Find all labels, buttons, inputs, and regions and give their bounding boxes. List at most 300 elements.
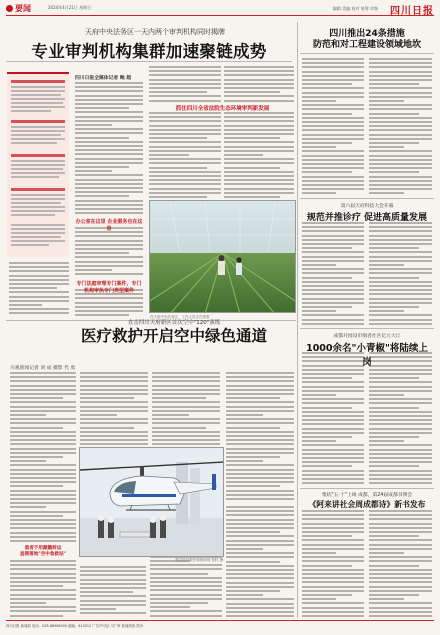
text-line [10, 568, 76, 570]
bottom-story-headline: 医疗救护开启空中绿色通道 [80, 327, 267, 345]
text-line [224, 188, 294, 190]
text-line [302, 565, 352, 567]
text-line [369, 58, 432, 60]
helicopter-photo [79, 447, 224, 557]
text-line [302, 432, 364, 434]
text-line [75, 90, 143, 92]
text-line [302, 83, 352, 85]
text-line [224, 116, 294, 118]
text-line [226, 498, 294, 500]
text-line [369, 607, 432, 609]
text-line [80, 427, 134, 429]
text-line [75, 141, 143, 143]
text-line [10, 606, 76, 608]
text-line [226, 586, 294, 588]
text-line [75, 265, 143, 267]
byline: 四川日报全媒体记者 鲍 超 [75, 76, 132, 81]
text-line [226, 406, 294, 408]
text-line [302, 569, 364, 571]
text-line [10, 422, 76, 424]
text-line [369, 96, 432, 98]
text-line [11, 210, 65, 212]
text-line [224, 183, 294, 185]
text-line [150, 602, 208, 604]
text-line [80, 604, 146, 606]
text-line [80, 380, 148, 382]
text-line [224, 70, 294, 72]
text-line [369, 306, 419, 308]
text-line [302, 615, 364, 617]
text-line [369, 436, 419, 438]
text-line [369, 75, 432, 77]
right-story3-kicker: 成都开园设市图者社区亿元大订 [333, 334, 401, 339]
helicopter-image [80, 448, 224, 557]
text-line [369, 310, 404, 312]
text-line [369, 264, 404, 266]
text-line [302, 474, 364, 476]
text-line [226, 544, 294, 546]
text-line [149, 66, 221, 68]
text-line [302, 407, 352, 409]
text-line [369, 71, 432, 73]
text-line [80, 595, 146, 597]
text-line [80, 414, 117, 416]
text-line [302, 71, 364, 73]
text-line [11, 172, 65, 174]
text-line [226, 552, 294, 554]
text-line [302, 192, 336, 194]
text-line [302, 138, 364, 140]
text-line [302, 113, 352, 115]
text-line [75, 314, 129, 316]
text-line [75, 128, 143, 130]
text-line [302, 373, 364, 375]
sidebar-head-3 [11, 154, 65, 157]
text-line [369, 407, 419, 409]
text-line [302, 535, 352, 537]
text-line [80, 443, 148, 445]
text-line [369, 398, 432, 400]
text-line [10, 532, 76, 534]
text-line [224, 179, 294, 181]
text-line [369, 159, 432, 161]
text-line [226, 577, 294, 579]
text-line [10, 473, 76, 475]
text-line [10, 452, 76, 454]
text-line [302, 611, 364, 613]
text-line [75, 166, 129, 168]
text-line [226, 401, 294, 403]
text-line [10, 401, 76, 403]
text-line [75, 269, 112, 271]
text-line [10, 527, 76, 529]
text-line [302, 381, 364, 383]
text-line [369, 482, 432, 484]
text-line [302, 247, 352, 249]
text-line [11, 214, 55, 216]
text-line [369, 155, 432, 157]
text-line [150, 564, 222, 566]
text-line [149, 70, 221, 72]
text-line [80, 389, 148, 391]
text-line [226, 582, 294, 584]
text-line [10, 469, 76, 471]
text-line [224, 196, 280, 198]
text-line [80, 393, 148, 395]
nameplate: 四川日报 [390, 6, 434, 17]
text-line [302, 390, 364, 392]
text-line [224, 146, 294, 148]
text-line [369, 260, 432, 262]
text-line [75, 252, 129, 254]
text-line [11, 134, 61, 136]
text-line [75, 120, 143, 122]
right-story3-headline: 1000余名"小青椒"将陆续上岗 [306, 343, 428, 368]
text-line [302, 457, 364, 459]
text-line [80, 372, 148, 374]
text-line [369, 386, 432, 388]
text-line [11, 240, 65, 242]
text-line [224, 171, 294, 173]
text-line [226, 565, 294, 567]
text-line [302, 230, 364, 232]
text-line [369, 415, 432, 417]
text-line [9, 308, 69, 310]
text-line [226, 611, 294, 613]
text-line [152, 406, 220, 408]
text-line [10, 536, 76, 538]
text-line [302, 573, 364, 575]
text-line [226, 615, 294, 617]
text-line [80, 439, 148, 441]
text-line [369, 602, 432, 604]
text-line [80, 401, 148, 403]
text-line [11, 236, 61, 238]
text-line [226, 393, 294, 395]
text-line [302, 577, 364, 579]
text-line [369, 277, 419, 279]
text-line [226, 372, 294, 374]
text-line [369, 167, 432, 169]
text-line [302, 163, 364, 165]
text-line [369, 92, 432, 94]
text-line [75, 204, 143, 206]
text-line [302, 323, 364, 325]
section-logo [6, 3, 44, 14]
text-line [75, 82, 143, 84]
text-line [10, 515, 63, 517]
text-line [369, 150, 432, 152]
text-line [10, 410, 76, 412]
column-divider [297, 22, 298, 618]
text-line [75, 149, 143, 151]
text-line [149, 171, 221, 173]
text-line [80, 418, 148, 420]
text-line [369, 556, 432, 558]
text-line [226, 410, 294, 412]
text-line [369, 373, 432, 375]
bottom-story-kicker: 直击四川天府新区首次空中"120"演练 [127, 320, 221, 326]
text-line [10, 523, 76, 525]
page-footer: 四川日报 新闻部 电话：028-86968000 邮编：610012 广告许可证 川广审 新闻热线 投诉 [6, 620, 434, 630]
text-line [369, 560, 432, 562]
text-line [149, 158, 221, 160]
text-line [302, 586, 364, 588]
text-line [226, 418, 294, 420]
text-line [10, 511, 76, 513]
text-line [369, 83, 419, 85]
text-line [10, 418, 76, 420]
text-line [10, 460, 46, 462]
text-line [226, 380, 294, 382]
text-line [226, 569, 294, 571]
text-line [302, 146, 336, 148]
right-story5-headline: 《阿来讲社会周成都诗》新书发布 [308, 500, 426, 509]
text-line [369, 594, 419, 596]
text-line [369, 146, 404, 148]
text-line [226, 452, 294, 454]
text-line [302, 552, 336, 554]
text-line [369, 565, 419, 567]
text-line [224, 125, 294, 127]
text-line [369, 581, 432, 583]
text-line [302, 556, 364, 558]
text-line [80, 376, 148, 378]
text-line [369, 281, 432, 283]
text-line [302, 607, 364, 609]
text-line [369, 535, 419, 537]
text-line [152, 439, 220, 441]
text-line [302, 449, 364, 451]
text-line [302, 523, 364, 525]
text-line [150, 610, 222, 612]
text-line [10, 577, 76, 579]
text-line [369, 184, 432, 186]
text-line [11, 98, 65, 100]
text-line [75, 103, 143, 105]
text-line [80, 397, 134, 399]
text-line [369, 142, 419, 144]
text-line [11, 94, 61, 96]
text-line [224, 79, 294, 81]
text-line [149, 162, 221, 164]
sidebar-head-1 [11, 80, 65, 83]
text-line [80, 591, 133, 593]
text-line [75, 170, 112, 172]
text-line [10, 464, 76, 466]
text-line [149, 150, 221, 152]
text-line [224, 137, 280, 139]
text-line [10, 456, 63, 458]
text-line [369, 79, 432, 81]
highlight-sidebar [7, 72, 69, 257]
text-line [369, 465, 419, 467]
text-line [302, 598, 336, 600]
text-line [150, 577, 222, 579]
text-line [369, 440, 404, 442]
text-line [369, 510, 432, 512]
text-line [302, 96, 364, 98]
text-line [302, 176, 364, 178]
text-line [226, 510, 294, 512]
text-line [75, 244, 143, 246]
text-line [10, 573, 76, 575]
text-line [302, 415, 364, 417]
text-line [369, 470, 432, 472]
text-line [302, 298, 364, 300]
text-line [302, 129, 364, 131]
text-line [10, 610, 76, 612]
text-line [302, 310, 336, 312]
text-line [226, 573, 294, 575]
text-line [302, 184, 364, 186]
text-line [152, 414, 189, 416]
text-line [226, 427, 280, 429]
text-line [224, 162, 294, 164]
text-line [302, 436, 352, 438]
text-line [10, 414, 46, 416]
text-line [224, 175, 294, 177]
text-line [10, 589, 76, 591]
text-line [11, 160, 65, 162]
text-line [369, 272, 432, 274]
text-line [80, 435, 148, 437]
text-line [10, 519, 76, 521]
text-line [75, 302, 143, 304]
text-line [10, 564, 76, 566]
text-line [75, 200, 143, 202]
text-line [11, 194, 65, 196]
text-line [11, 232, 65, 234]
text-line [75, 248, 143, 250]
text-line [369, 518, 432, 520]
text-line [11, 130, 65, 132]
text-line [302, 264, 336, 266]
text-line [369, 474, 432, 476]
text-line [9, 312, 69, 314]
text-line [226, 514, 294, 516]
text-line [80, 570, 146, 572]
text-line [75, 297, 143, 299]
text-line [152, 422, 220, 424]
text-line [226, 594, 263, 596]
text-line [9, 279, 69, 281]
text-line [302, 272, 364, 274]
text-line [302, 428, 364, 430]
text-line [10, 389, 76, 391]
text-line [302, 514, 364, 516]
text-line [302, 527, 364, 529]
text-line [369, 188, 432, 190]
text-line [149, 95, 221, 97]
text-line [369, 419, 432, 421]
text-line [149, 146, 221, 148]
text-line [224, 91, 280, 93]
text-line [149, 120, 221, 122]
masthead [6, 2, 434, 16]
text-line [302, 121, 364, 123]
text-line [149, 179, 221, 181]
text-line [302, 369, 364, 371]
text-line [150, 568, 222, 570]
text-line [226, 431, 294, 433]
text-line [369, 590, 432, 592]
text-line [226, 556, 294, 558]
text-line [224, 167, 280, 169]
text-line [226, 590, 280, 592]
right-story2-headline: 规范并推诊疗 促进高质量发展 [306, 213, 428, 223]
divider [6, 61, 292, 62]
text-line [224, 95, 294, 97]
text-line [226, 448, 294, 450]
right-story2-kicker: 第六届天府科技大会开幕 [340, 204, 394, 209]
text-line [10, 435, 76, 437]
text-line [80, 431, 148, 433]
subhead-1: 办公室在这里 企业服务也在这里 [75, 219, 143, 232]
text-line [75, 183, 143, 185]
text-line [149, 133, 221, 135]
text-line [369, 289, 432, 291]
text-line [10, 406, 76, 408]
text-line [75, 195, 129, 197]
text-line [11, 106, 65, 108]
text-line [224, 120, 294, 122]
text-line [10, 485, 63, 487]
text-line [224, 100, 294, 102]
text-line [369, 381, 432, 383]
right-story5-kicker: 集结"五·十"上线 成都，第24届成都书博会 [321, 493, 413, 498]
text-line [11, 224, 65, 226]
text-line [226, 523, 294, 525]
text-line [80, 612, 146, 614]
text-line [369, 138, 432, 140]
text-line [226, 598, 294, 600]
text-line [80, 583, 146, 585]
text-line [302, 167, 364, 169]
text-line [149, 141, 221, 143]
issue-date: 2024年4月21日 星期日 [48, 5, 92, 10]
text-line [302, 180, 364, 182]
text-line [302, 159, 364, 161]
text-line [302, 117, 364, 119]
text-line [152, 443, 220, 445]
text-line [11, 102, 63, 104]
text-line [75, 99, 143, 101]
text-line [9, 287, 57, 289]
text-line [369, 256, 432, 258]
text-line [9, 300, 69, 302]
text-line [302, 314, 364, 316]
text-line [80, 600, 146, 602]
text-line [302, 398, 364, 400]
text-line [152, 418, 220, 420]
text-line [302, 87, 364, 89]
text-line [369, 293, 432, 295]
text-line [224, 158, 294, 160]
text-line [9, 266, 69, 268]
text-line [369, 611, 432, 613]
text-line [302, 268, 364, 270]
text-line [149, 125, 221, 127]
text-line [9, 304, 42, 306]
text-line [152, 376, 220, 378]
text-line [152, 389, 220, 391]
text-line [152, 385, 220, 387]
text-line [302, 444, 364, 446]
text-line [302, 289, 364, 291]
text-line [369, 586, 432, 588]
text-line [302, 188, 364, 190]
